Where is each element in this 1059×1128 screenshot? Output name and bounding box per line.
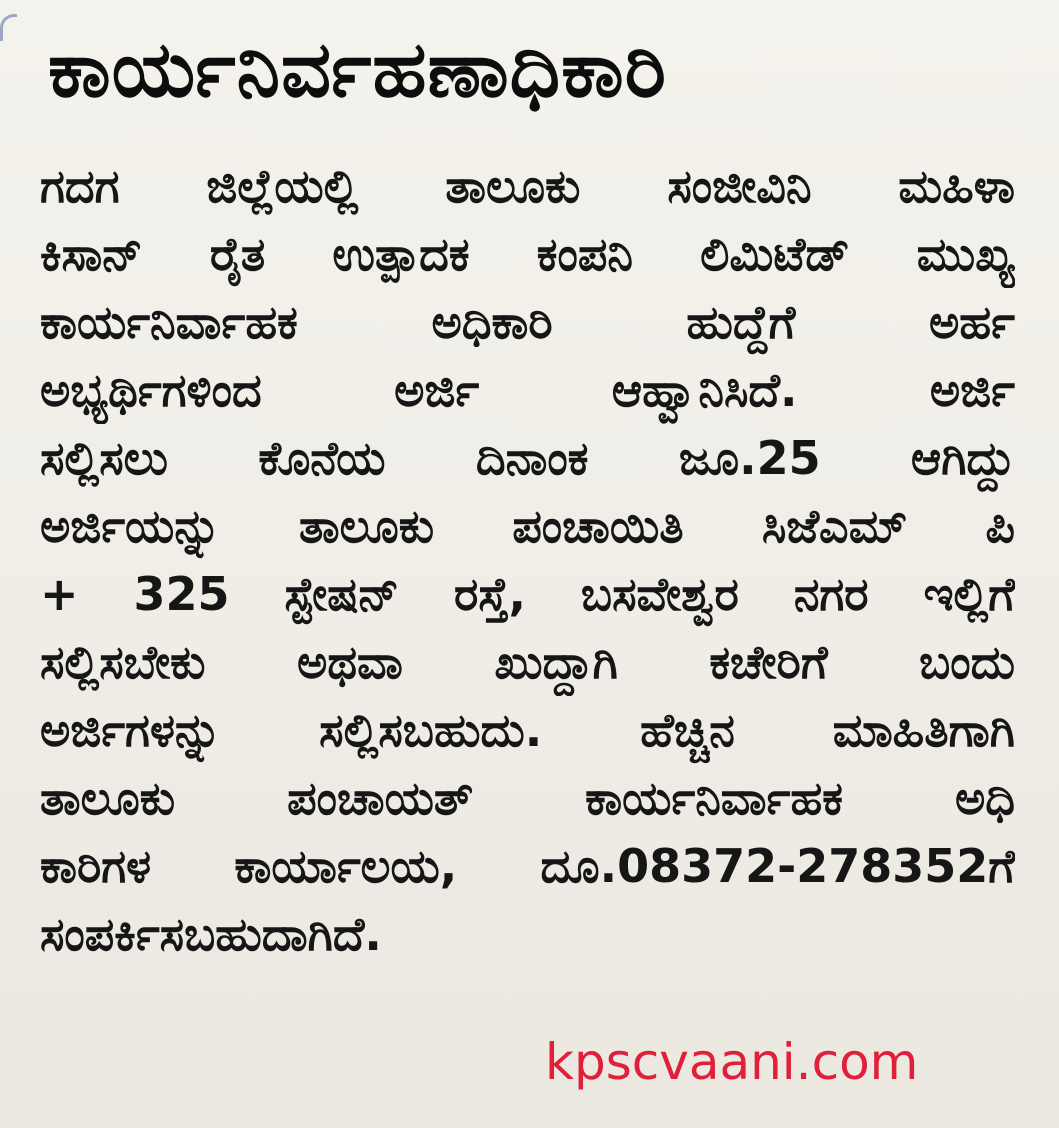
- article-line: [40, 560, 1015, 628]
- article-word: ಅಭ್ಯರ್ಥಿಗಳಿಂದ: [40, 363, 262, 417]
- article-word: ದಿನಾಂಕ: [475, 431, 589, 485]
- article-word: ಬಂದು: [919, 635, 1015, 689]
- article-word: ರೈತ: [209, 227, 266, 281]
- article-line: [40, 628, 1015, 696]
- headline: ಕಾರ್ಯನಿರ್ವಹಣಾಧಿಕಾರಿ: [48, 25, 667, 115]
- article-word: ಆಗಿದ್ದು: [910, 431, 1015, 485]
- article-word: ಗದಗ: [40, 159, 120, 213]
- article-body: [40, 152, 1015, 968]
- article-word: ಪಂಚಾಯಿತಿ: [512, 499, 684, 553]
- article-word: ಅರ್ಜಿ: [394, 363, 480, 417]
- article-word: ಇಲ್ಲಿಗೆ: [923, 567, 1015, 621]
- article-word: ಕಂಪನಿ: [536, 227, 633, 281]
- article-word: ಆಹ್ವಾನಿಸಿದೆ.: [611, 363, 798, 417]
- article-word: ಅಧಿ: [954, 771, 1015, 825]
- article-line: [40, 288, 1015, 356]
- article-line: [40, 764, 1015, 832]
- article-word: ಮಾಹಿತಿಗಾಗಿ: [832, 703, 1015, 757]
- article-word: ದೂ.08372-278352ಗೆ: [540, 839, 1015, 893]
- article-word: ಸಂಜೀವಿನಿ: [667, 159, 812, 213]
- article-word: ಕಾರ್ಯಾಲಯ,: [234, 839, 458, 893]
- article-word: ಅಧಿಕಾರಿ: [431, 295, 553, 349]
- article-word: ಬಸವೇಶ್ವರ: [580, 567, 739, 621]
- article-line: [40, 356, 1015, 424]
- article-word: ತಾಲೂಕು: [40, 771, 176, 825]
- article-word: ಸಿಜೆಎಮ್: [761, 499, 908, 553]
- article-word: ಪಿ: [985, 499, 1015, 553]
- article-word: ಕಾರ್ಯನಿರ್ವಾಹಕ: [40, 295, 298, 349]
- article-word: ಸಲ್ಲಿಸಬಹುದು.: [319, 703, 543, 757]
- article-word: ಅರ್ಜಿ: [929, 363, 1015, 417]
- article-word: ಮಹಿಳಾ: [898, 159, 1015, 213]
- article-word: ಖುದ್ದಾಗಿ: [494, 635, 618, 689]
- article-word: ರಸ್ತೆ,: [453, 567, 526, 621]
- article-word: ನಗರ: [793, 567, 869, 621]
- article-word: ತಾಲೂಕು: [298, 499, 435, 553]
- article-word: ಅಥವಾ: [297, 635, 403, 689]
- article-line: [40, 220, 1015, 288]
- article-word: +: [40, 567, 79, 621]
- article-word: ಅರ್ಜಿಗಳನ್ನು: [40, 703, 222, 757]
- article-line: [40, 696, 1015, 764]
- article-word: ಕಿಸಾನ್: [40, 227, 143, 281]
- article-word: ಕಾರ್ಯನಿರ್ವಾಹಕ: [585, 771, 843, 825]
- article-word: ಹುದ್ದೆಗೆ: [686, 295, 796, 349]
- article-word: ಪಂಚಾಯತ್: [287, 771, 474, 825]
- article-word: ಮುಖ್ಯ: [916, 227, 1015, 281]
- article-word: 325: [133, 567, 230, 621]
- article-word: ಕೊನೆಯ: [258, 431, 386, 485]
- article-word: ಕಚೇರಿಗೆ: [709, 635, 828, 689]
- article-word: ಸಲ್ಲಿಸಬೇಕು: [40, 635, 206, 689]
- article-word: ಸಲ್ಲಿಸಲು: [40, 431, 169, 485]
- article-word: ಲಿಮಿಟೆಡ್: [700, 227, 850, 281]
- article-word: ಸ್ಟೇಷನ್: [284, 567, 400, 621]
- article-line: [40, 832, 1015, 900]
- article-word: ಹೆಚ್ಚಿನ: [640, 703, 735, 757]
- watermark-link[interactable]: kpscvaani.com: [545, 1033, 919, 1091]
- article-line: [40, 424, 1015, 492]
- article-line: [40, 900, 1015, 968]
- article-word: ಅರ್ಜಿಯನ್ನು: [40, 499, 221, 553]
- article-word: ಕಾರಿಗಳ: [40, 839, 152, 893]
- article-line: [40, 152, 1015, 220]
- article-word: ಉತ್ಪಾದಕ: [332, 227, 470, 281]
- article-line: [40, 492, 1015, 560]
- article-word: ಅರ್ಹ: [928, 295, 1015, 349]
- article-word: ಜಿಲ್ಲೆಯಲ್ಲಿ: [206, 159, 359, 213]
- article-word: ಜೂ.25: [678, 431, 821, 485]
- article-word: ಸಂಪರ್ಕಿಸಬಹುದಾಗಿದೆ.: [40, 907, 382, 961]
- article-word: ತಾಲೂಕು: [445, 159, 581, 213]
- pen-mark: [0, 14, 17, 41]
